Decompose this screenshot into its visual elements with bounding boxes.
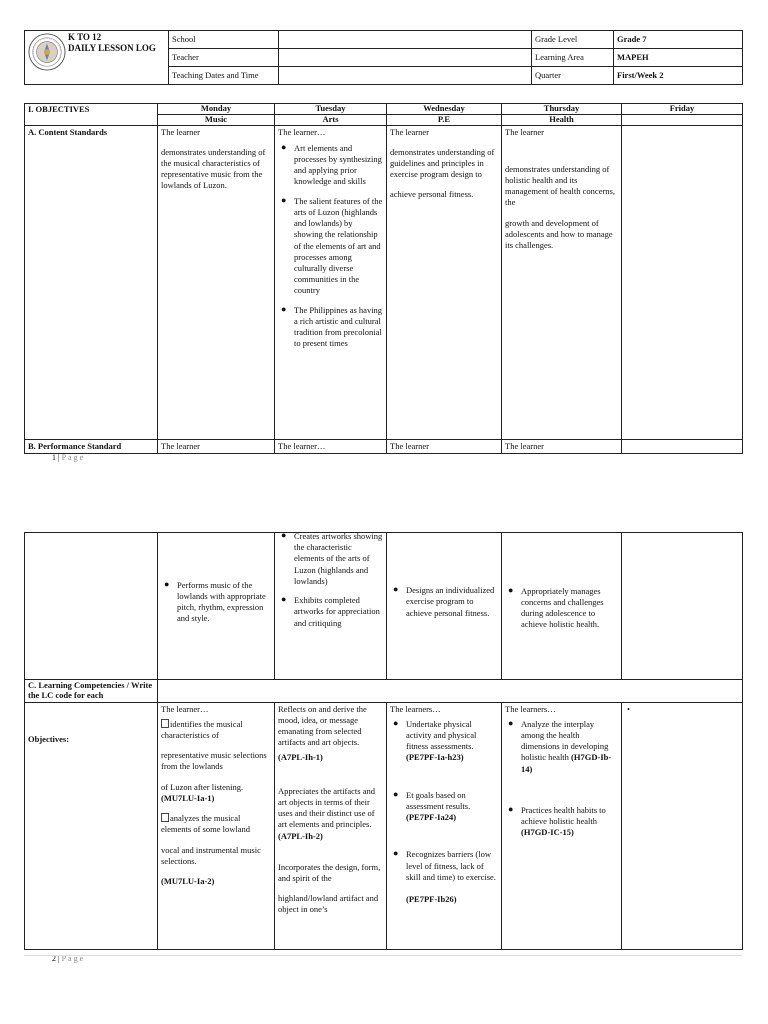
- obj-monday-code1: (MU7LU-Ia-1): [161, 792, 215, 803]
- subject-pe: P.E: [437, 113, 451, 124]
- obj-wednesday-intro: The learners…: [390, 703, 441, 714]
- day-col-tuesday: [275, 104, 387, 126]
- day-col-wednesday: [387, 104, 502, 126]
- list-item: [281, 194, 383, 297]
- bullet-text: Exhibits completed artworks for appreciation and critiquing: [294, 595, 380, 628]
- obj-monday-item2-text: analyzes the musical elements of some lowland: [161, 813, 250, 835]
- grade-level-label: Grade Level: [532, 31, 614, 49]
- obj-monday-intro: The learner…: [161, 703, 209, 714]
- obj-wednesday-code2: (PE7PF-Ia24): [406, 812, 457, 823]
- list-item: [164, 578, 271, 625]
- title-line-1: K TO 12: [68, 32, 102, 42]
- learning-competencies-label: C. Learning Competencies / Write the LC code for each: [25, 680, 158, 703]
- bullet-icon: ●: [281, 141, 287, 152]
- obj-monday-item1c: of Luzon after listening.: [161, 781, 244, 792]
- teaching-dates-label: Teaching Dates and Time: [169, 67, 279, 85]
- learning-area-label: Learning Area: [532, 49, 614, 67]
- deped-seal-icon: [28, 33, 66, 71]
- page-number-value: 1: [52, 453, 56, 462]
- bullet-text: Performs music of the lowlands with appropriate pitch, rhythm, expression and style.: [177, 579, 266, 624]
- obj-thursday-code1: (H7GD-Ib-14): [521, 752, 612, 774]
- content-tuesday-intro: The learner…: [278, 126, 326, 137]
- teacher-value[interactable]: [279, 49, 532, 67]
- school-label: School: [169, 31, 279, 49]
- performance-thursday: The learner: [502, 439, 622, 453]
- list-item: [508, 717, 618, 775]
- content-thursday-intro: The learner: [505, 126, 544, 137]
- obj-wednesday-code3: (PE7PF-Ib26): [406, 894, 457, 905]
- obj-monday-item2: [161, 813, 271, 835]
- list-item: [393, 788, 498, 824]
- list-item: [281, 141, 383, 188]
- bullet-text: Creates artworks showing the characteristic elements of the arts of Luzon (highlands and lowlands): [294, 532, 383, 586]
- performance-thursday-list: [505, 574, 618, 631]
- objectives-monday: [158, 702, 275, 949]
- bullet-icon: ●: [508, 717, 514, 728]
- content-standards-label: A. Content Standards: [25, 125, 158, 439]
- footer-divider: [24, 955, 742, 956]
- performance-monday: The learner: [158, 439, 275, 453]
- objectives-wednesday: [387, 702, 502, 949]
- page1-objectives-table: [24, 103, 743, 454]
- performance-monday-list: [161, 580, 271, 625]
- bullet-text: Appropriately manages concerns and challenges during adolescence to achieve holistic health.: [521, 585, 604, 630]
- bullet-text: The salient features of the arts of Luzon (highlands and lowlands) by showing the relationship of the elements of art and processes among culturally diverse communities in the country: [294, 195, 383, 296]
- title-line-2: DAILY LESSON LOG: [68, 43, 156, 54]
- bullet-icon: ●: [393, 584, 399, 595]
- subject-arts: Arts: [322, 113, 339, 124]
- obj-tuesday-code2: (A7PL-Ih-2): [278, 830, 323, 841]
- bullet-text: Designs an individualized exercise program to achieve personal fitness.: [406, 585, 495, 618]
- obj-monday-item1b: representative music selections from the lowlands: [161, 750, 267, 772]
- checkbox-icon: [161, 813, 169, 822]
- content-thursday-text2: growth and development of adolescents and how to manage its challenges.: [505, 217, 613, 251]
- bullet-text: Et goals based on assessment results.: [406, 789, 471, 811]
- day-friday: Friday: [622, 104, 742, 115]
- grade-level-value[interactable]: Grade 7: [614, 31, 743, 49]
- quarter-value[interactable]: First/Week 2: [614, 67, 743, 85]
- bullet-icon: ●: [508, 803, 514, 814]
- bullet-icon: ●: [281, 194, 287, 205]
- content-monday: [158, 125, 275, 439]
- subject-health: Health: [549, 113, 574, 124]
- content-thursday-text: demonstrates understanding of holistic health and its management of health concerns, the: [505, 163, 615, 208]
- bullet-icon: •: [627, 703, 630, 714]
- page-word: Page: [61, 954, 86, 963]
- content-tuesday-list: [278, 143, 383, 350]
- performance-bullet-wednesday: [387, 533, 502, 680]
- bullet-text: The Philippines as having a rich artistic and cultural tradition from precolonial to present times: [294, 304, 383, 349]
- list-item: [508, 584, 618, 631]
- day-col-monday: [158, 104, 275, 126]
- teaching-dates-value[interactable]: [279, 67, 532, 85]
- header-logo-cell: [25, 31, 169, 85]
- day-monday: Monday: [158, 104, 274, 115]
- objectives-tuesday: [275, 702, 387, 949]
- bullet-icon: ●: [393, 848, 399, 859]
- performance-bullet-friday[interactable]: [622, 533, 743, 680]
- obj-thursday-list: [505, 719, 618, 839]
- teacher-label: Teacher: [169, 49, 279, 67]
- bullet-icon: ●: [164, 578, 170, 589]
- bullet-icon: ●: [393, 788, 399, 799]
- bullet-icon: ●: [281, 303, 287, 314]
- obj-monday-code2: (MU7LU-Ia-2): [161, 875, 215, 886]
- objectives-friday[interactable]: [622, 702, 743, 949]
- school-value[interactable]: [279, 31, 532, 49]
- obj-tuesday-code1: (A7PL-Ih-1): [278, 752, 323, 763]
- obj-wednesday-list: [390, 719, 498, 906]
- objectives-thursday: [502, 702, 622, 949]
- day-col-thursday: [502, 104, 622, 126]
- list-item: [393, 584, 498, 619]
- day-col-friday: [622, 104, 743, 126]
- bullet-text: Analyze the interplay among the health dimensions in developing holistic health: [521, 718, 609, 763]
- bullet-text: Undertake physical activity and physical fitness assessments.: [406, 718, 477, 752]
- performance-wednesday-list: [390, 585, 498, 619]
- obj-monday-item2b: vocal and instrumental music selections.: [161, 844, 261, 866]
- dll-title: [68, 32, 156, 55]
- obj-monday-item1: [161, 719, 271, 741]
- obj-tuesday-item1: Reflects on and derive the mood, idea, or message emanating from selected artifacts and art objects.: [278, 703, 367, 748]
- performance-tuesday-list: [278, 533, 383, 629]
- content-wednesday: [387, 125, 502, 439]
- performance-wednesday: The learner: [387, 439, 502, 453]
- performance-friday[interactable]: [622, 439, 743, 453]
- obj-thursday-intro: The learners…: [505, 703, 556, 714]
- obj-tuesday-item2-text: Appreciates the artifacts and art objects in terms of their uses and their distinct use of art elements and principles.: [278, 785, 375, 830]
- bullet-icon: ●: [508, 584, 514, 595]
- bullet-text: Art elements and processes by synthesizing and applying prior knowledge and skills: [294, 142, 382, 187]
- objectives-label: Objectives:: [28, 733, 70, 744]
- content-wednesday-intro: The learner: [390, 126, 429, 137]
- performance-tuesday: The learner…: [275, 439, 387, 453]
- day-tuesday: Tuesday: [275, 104, 386, 115]
- page-number-1: 1 | Page: [52, 453, 86, 462]
- objectives-cell: [25, 702, 158, 949]
- bullet-text: Practices health habits to achieve holistic health: [521, 804, 606, 827]
- list-item: [393, 848, 498, 905]
- list-item: [508, 803, 618, 839]
- content-tuesday: [275, 125, 387, 439]
- objectives-heading: I. OBJECTIVES: [25, 104, 158, 126]
- obj-monday-item1-text: identifies the musical characteristics of: [161, 718, 243, 740]
- content-friday[interactable]: [622, 125, 743, 439]
- bullet-icon: ●: [281, 594, 287, 605]
- checkbox-icon: [161, 719, 169, 728]
- page-number-2: 2 | Page: [52, 954, 86, 963]
- content-thursday: [502, 125, 622, 439]
- list-item: [281, 303, 383, 350]
- performance-standard-label: B. Performance Standard: [25, 439, 158, 453]
- performance-bullet-monday: [158, 533, 275, 680]
- learning-area-value[interactable]: MAPEH: [614, 49, 743, 67]
- page2-objectives-table: [24, 532, 743, 950]
- learning-competencies-spacer: [158, 680, 743, 703]
- page-word: Page: [61, 453, 86, 462]
- obj-wednesday-code1: (PE7PF-Ia-h23): [406, 752, 464, 763]
- performance-bullet-tuesday: [275, 533, 387, 680]
- list-item: [393, 717, 498, 764]
- header-table: [24, 30, 743, 85]
- page-number-value: 2: [52, 954, 56, 963]
- obj-tuesday-item3b: highland/lowland artifact and object in one’s: [278, 893, 379, 915]
- list-item: [281, 532, 383, 588]
- quarter-label: Quarter: [532, 67, 614, 85]
- obj-tuesday-item2: [278, 786, 383, 842]
- content-wednesday-text: demonstrates understanding of guidelines and principles in exercise program design to: [390, 146, 495, 180]
- performance-bullet-thursday: [502, 533, 622, 680]
- list-item: [281, 594, 383, 629]
- bullet-icon: ●: [393, 717, 399, 728]
- content-wednesday-text2: achieve personal fitness.: [390, 189, 474, 200]
- day-thursday: Thursday: [502, 104, 621, 115]
- obj-thursday-code2: (H7GD-IC-15): [521, 827, 574, 838]
- bullet-icon: ●: [281, 532, 287, 540]
- obj-tuesday-item3: Incorporates the design, form, and spirit of the: [278, 861, 381, 883]
- bullet-text: Recognizes barriers (low level of fitness, lack of skill and time) to exercise.: [406, 849, 496, 882]
- performance-cont-label: [25, 533, 158, 680]
- subject-music: Music: [204, 113, 228, 124]
- content-monday-intro: The learner: [161, 126, 200, 137]
- content-monday-text: demonstrates understanding of the musical characteristics of representative music from the lowlands of Luzon.: [161, 146, 266, 191]
- day-wednesday: Wednesday: [387, 104, 501, 115]
